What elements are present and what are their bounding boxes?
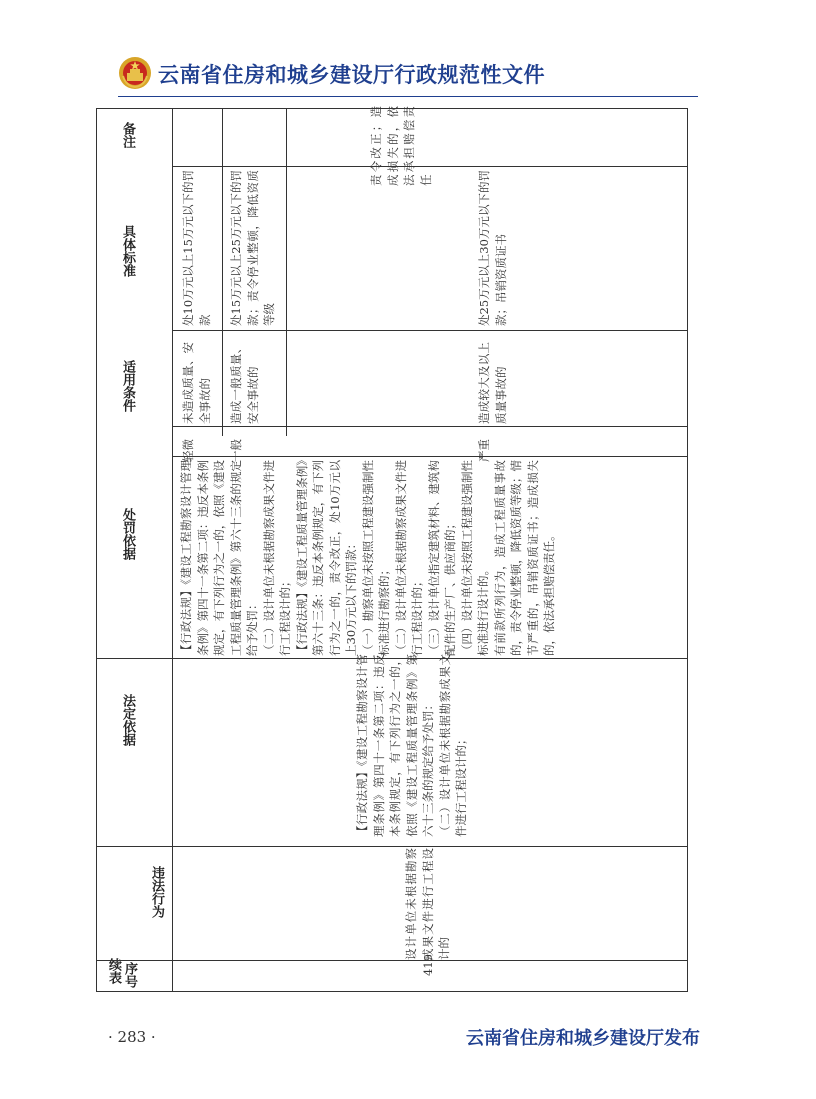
header-penalty-basis: 处罚依据 [120, 508, 135, 560]
penalty-divider [96, 658, 688, 659]
level-divider [172, 456, 688, 457]
header-standards: 具体标准 [120, 225, 135, 277]
header-title: 云南省住房和城乡建设厅行政规范性文件 [158, 63, 545, 87]
grade-divider-2 [286, 108, 287, 436]
remarks-divider [172, 166, 688, 167]
row-behavior: 设计单位未根据勘察成果文件进行工程设计的 [404, 848, 451, 960]
penalty-basis-para-1: 【行政法规】《建设工程勘察设计管理条例》第四十一条第二项：违反本条例规定，有下列行为之一的，依照《建设工程质量管理条例》第六十三条的规定给予处罚： [179, 460, 259, 656]
continued-label-v: 续表 [106, 958, 121, 984]
header-col-divider [172, 108, 173, 992]
row-remarks: 责令改正；造成损失的，依法承担赔偿责任 [369, 106, 433, 186]
grade-3-level: 严重 [477, 439, 491, 462]
grade-2-level: 一般 [229, 439, 243, 462]
grade-1-standard: 处10万元以上15万元以下的罚款 [181, 170, 212, 326]
penalty-basis-para-4: （一）勘察单位未按照工程建设强制性标准进行勘察的； [360, 460, 391, 656]
legal-divider [96, 846, 688, 847]
grade-1-condition: 未造成质量、安全事故的 [181, 342, 212, 424]
seq-divider [96, 960, 688, 961]
grade-3-condition: 造成较大及以上质量事故的 [477, 342, 508, 424]
penalty-basis-para-5: （二）设计单位未根据勘察成果文件进行工程设计的； [393, 460, 424, 656]
penalty-basis-para-7: （四）设计单位未按照工程建设强制性标准进行设计的。 [459, 460, 490, 656]
header-behavior: 违法行为 [149, 866, 164, 918]
header-conditions: 适用条件 [120, 360, 135, 412]
grade-3-standard: 处25万元以上30万元以下的罚款；吊销资质证书 [477, 170, 508, 326]
penalty-basis-para-3: 【行政法规】《建设工程质量管理条例》第六十三条：违反本条例规定，有下列行为之一的，责令改正，处10万元以上30万元以下的罚款： [294, 460, 358, 656]
grade-1-level: 轻微 [181, 439, 195, 462]
header-divider [118, 96, 698, 97]
grade-2-standard: 处15万元以上25万元以下的罚款；责令停业整顿，降低资质等级 [229, 170, 276, 326]
penalty-basis-para-8: 有前款所列行为，造成工程质量事故的，责令停业整顿，降低资质等级；情节严重的，吊销资质证书；造成损失的，依法承担赔偿责任。 [492, 460, 556, 656]
conditions-divider [172, 426, 688, 427]
national-emblem-icon [118, 56, 152, 90]
row-legal-basis [354, 654, 494, 837]
header-remarks: 备注 [120, 122, 135, 148]
page-number: · 283 · [108, 1028, 156, 1046]
penalty-basis-para-2: （二）设计单位未根据勘察成果文件进行工程设计的； [261, 460, 292, 656]
header-seq: 序号 [122, 962, 137, 988]
grade-divider-1 [222, 108, 223, 436]
row-seq: 419 [421, 954, 435, 976]
penalty-basis-para-6: （三）设计单位指定建筑材料、建筑构配件的生产厂、供应商的； [426, 460, 457, 656]
footer-publisher: 云南省住房和城乡建设厅发布 [466, 1028, 700, 1049]
row-penalty-basis [178, 460, 690, 656]
document-header [118, 56, 718, 92]
legal-basis-para-1: 【行政法规】《建设工程勘察设计管理条例》第四十一条第二项：违反本条例规定，有下列行为之一的，依照《建设工程质量管理条例》第六十三条的规定给予处罚： [355, 654, 435, 837]
standards-divider [172, 330, 688, 331]
header-legal-basis: 法定依据 [120, 694, 135, 746]
legal-basis-para-2: （二）设计单位未根据勘察成果文件进行工程设计的； [437, 654, 468, 837]
grade-2-condition: 造成一般质量、安全事故的 [229, 342, 260, 424]
